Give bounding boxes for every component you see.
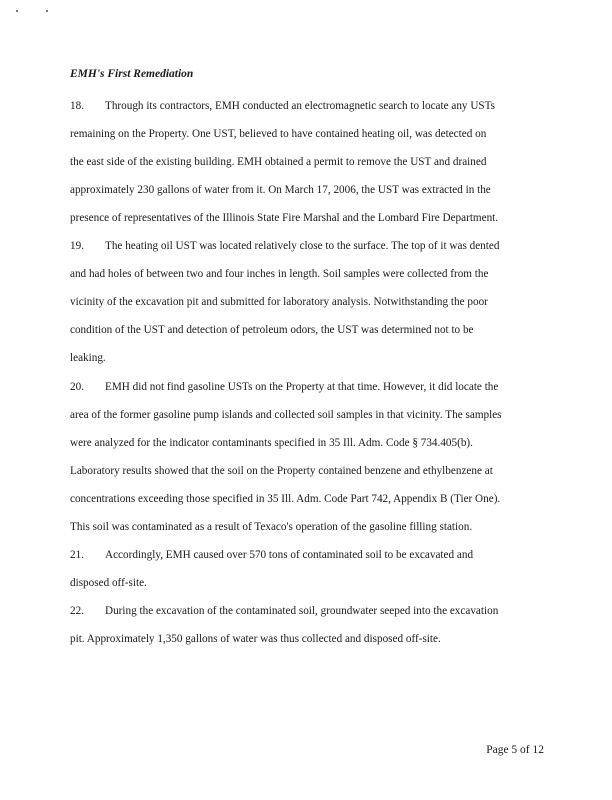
page-number: Page 5 of 12 [486,744,544,756]
paragraph-number: 20. [70,381,84,393]
paragraph-line: leaking. [70,352,106,365]
paragraph-line: presence of representatives of the Illinois State Fire Marshal and the Lombard Fire Department. [70,212,499,225]
scan-speck [46,10,48,12]
paragraph-line: concentrations exceeding those specified in 35 Ill. Adm. Code Part 742, Appendix B (Tier One). [70,493,501,506]
paragraph-first-line [70,232,550,260]
section-heading: EMH's First Remediation [70,68,194,80]
paragraph-line: and had holes of between two and four inches in length. Soil samples were collected from the [70,268,489,281]
paragraph-number: 22. [70,605,84,617]
paragraph-line: The heating oil UST was located relatively close to the surface. The top of it was dented [105,240,500,252]
paragraph-line: were analyzed for the indicator contaminants specified in 35 Ill. Adm. Code § 734.405(b). [70,437,473,450]
paragraph-first-line [70,373,550,401]
paragraph-20 [70,373,550,542]
paragraph-line: condition of the UST and detection of petroleum odors, the UST was determined not to be [70,324,474,337]
paragraph-line: pit. Approximately 1,350 gallons of water was thus collected and disposed off-site. [70,633,441,646]
paragraph-line: This soil was contaminated as a result of Texaco's operation of the gasoline filling station. [70,521,473,534]
paragraph-number: 18. [70,100,84,112]
paragraph-19 [70,232,550,372]
paragraph-line: the east side of the existing building. EMH obtained a permit to remove the UST and drained [70,156,487,169]
paragraph-line: Through its contractors, EMH conducted an electromagnetic search to locate any USTs [105,100,496,112]
paragraph-22 [70,597,550,653]
paragraph-number: 21. [70,549,84,561]
paragraph-number: 19. [70,240,84,252]
paragraph-line: Accordingly, EMH caused over 570 tons of contaminated soil to be excavated and [105,549,474,561]
paragraph-line: Laboratory results showed that the soil on the Property contained benzene and ethylbenzene at [70,465,493,478]
paragraph-line: area of the former gasoline pump islands and collected soil samples in that vicinity. The samples [70,409,502,422]
paragraph-line: EMH did not find gasoline USTs on the Property at that time. However, it did locate the [105,381,499,393]
paragraph-first-line [70,541,550,569]
paragraph-first-line [70,92,550,120]
paragraph-line: disposed off-site. [70,577,147,590]
paragraph-line: remaining on the Property. One UST, believed to have contained heating oil, was detected on [70,128,487,141]
paragraph-line: approximately 230 gallons of water from it. On March 17, 2006, the UST was extracted in the [70,184,491,197]
scan-speck [16,10,18,12]
paragraph-21 [70,541,550,597]
paragraph-18 [70,92,550,232]
paragraph-line: vicinity of the excavation pit and submitted for laboratory analysis. Notwithstanding the poor [70,296,488,309]
paragraph-line: During the excavation of the contaminated soil, groundwater seeped into the excavation [105,605,499,617]
paragraph-first-line [70,597,550,625]
